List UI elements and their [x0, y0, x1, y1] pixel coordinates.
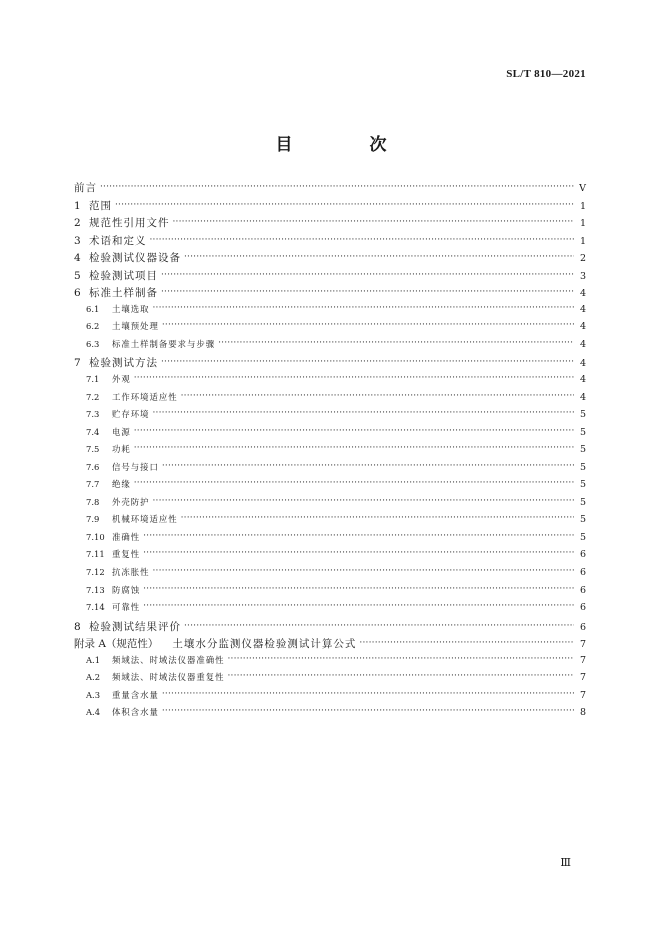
- toc-leader-dots: [153, 407, 575, 418]
- toc-entry-label: 标准土样制备要求与步骤: [112, 338, 216, 349]
- toc-entry-number: 7.7: [86, 479, 100, 490]
- toc-entry-number: 7.8: [86, 496, 100, 507]
- toc-entry-page: 5: [579, 461, 586, 473]
- toc-entry-number: 1: [74, 199, 81, 212]
- toc-entry-label: 外壳防护: [112, 496, 150, 507]
- toc-entry-page: 5: [579, 479, 586, 491]
- toc-leader-dots: [162, 688, 574, 699]
- toc-entry-label: 重复性: [112, 549, 141, 560]
- toc-entry-label: 外观: [112, 374, 131, 385]
- toc-entry-page: 5: [579, 514, 586, 526]
- toc-entry-7-1[interactable]: [74, 373, 586, 391]
- toc-entry-7-3[interactable]: [74, 408, 586, 426]
- toc-entry-2[interactable]: [74, 215, 586, 233]
- toc-entry-7[interactable]: [74, 355, 586, 373]
- toc-leader-dots: [134, 477, 574, 488]
- toc-leader-dots: [162, 460, 574, 471]
- toc-entry-page: 6: [579, 549, 586, 561]
- toc-leader-dots: [162, 319, 574, 330]
- toc-entry-5[interactable]: [74, 268, 586, 286]
- toc-entry-number: 6: [74, 287, 81, 300]
- toc-entry-page: 4: [579, 288, 586, 300]
- toc-entry-page: 5: [579, 496, 586, 508]
- toc-entry-number: 2: [74, 217, 81, 230]
- toc-entry-number: A.4: [86, 707, 101, 718]
- toc-entry-number: A.2: [86, 672, 101, 683]
- toc-entry-label: 频域法、时域法仪器重复性: [112, 672, 225, 683]
- toc-entry-page: 6: [579, 567, 586, 579]
- toc-entry-page: 7: [579, 689, 586, 701]
- toc-entry-page: 4: [579, 391, 586, 403]
- toc-entry-number: 7.9: [86, 514, 100, 525]
- toc-entry-7-6[interactable]: [74, 461, 586, 479]
- toc-entry-label: 检验测试方法: [89, 357, 158, 370]
- toc-entry-6-1[interactable]: [74, 303, 586, 321]
- toc-entry-7-8[interactable]: [74, 496, 586, 514]
- toc-leader-dots: [161, 285, 574, 297]
- toc-leader-dots: [162, 705, 574, 716]
- toc-leader-dots: [184, 619, 574, 631]
- toc-entry-8[interactable]: [74, 619, 586, 637]
- toc-entry-page: 5: [579, 426, 586, 438]
- toc-leader-dots: [161, 355, 574, 367]
- toc-entry-7-10[interactable]: [74, 531, 586, 549]
- toc-entry-page: 4: [579, 338, 586, 350]
- toc-entry-page: 7: [579, 672, 586, 684]
- toc-leader-dots: [153, 495, 575, 506]
- toc-leader-dots: [150, 233, 575, 245]
- toc-entry-page: 1: [579, 235, 586, 247]
- toc-leader-dots: [143, 583, 574, 594]
- toc-entry-page: 8: [579, 707, 586, 719]
- toc-entry-appendix-a[interactable]: [74, 636, 586, 654]
- toc-entry-label: 规范性引用文件: [89, 217, 170, 230]
- toc-entry-7-12[interactable]: [74, 566, 586, 584]
- toc-entry-number: 7.5: [86, 444, 100, 455]
- toc-entry-label: 频域法、时域法仪器准确性: [112, 654, 225, 665]
- toc-leader-dots: [181, 512, 574, 523]
- toc-entry-number: 6.1: [86, 303, 100, 314]
- toc-entry-7-14[interactable]: [74, 601, 586, 619]
- toc-entry-number: 7.4: [86, 426, 100, 437]
- toc-entry-label: 检验测试结果评价: [89, 620, 181, 633]
- toc-entry-page: 4: [579, 321, 586, 333]
- toc-leader-dots: [181, 390, 574, 401]
- toc-entry-label: 体积含水量: [112, 707, 159, 718]
- toc-leader-dots: [184, 250, 574, 262]
- toc-leader-dots: [228, 670, 575, 681]
- toc-entry-7-2[interactable]: [74, 391, 586, 409]
- toc-entry-label: 抗冻胀性: [112, 567, 150, 578]
- toc-entry-label: 贮存环境: [112, 409, 150, 420]
- toc-leader-dots: [134, 372, 574, 383]
- toc-entry-a-2[interactable]: [74, 671, 586, 689]
- toc-entry-page: 3: [579, 270, 586, 282]
- toc-entry-number: 7.3: [86, 409, 100, 420]
- toc-entry-7-5[interactable]: [74, 443, 586, 461]
- toc-entry-7-13[interactable]: [74, 584, 586, 602]
- toc-entry-page: 1: [579, 200, 586, 212]
- toc-entry-label: 功耗: [112, 444, 131, 455]
- toc-entry-label: 准确性: [112, 531, 141, 542]
- toc-leader-dots: [218, 337, 574, 348]
- toc-entry-label: 信号与接口: [112, 461, 159, 472]
- toc-title: 目 次: [275, 135, 417, 155]
- toc-entry-a-1[interactable]: [74, 654, 586, 672]
- toc-entry-label: 土壤预处理: [112, 321, 159, 332]
- toc-entry-label: 标准土样制备: [89, 287, 158, 300]
- toc-entry-label: 土壤选取: [112, 303, 150, 314]
- toc-entry-6-2[interactable]: [74, 320, 586, 338]
- toc-entry-page: 4: [579, 358, 586, 370]
- toc-entry-label: 防腐蚀: [112, 584, 141, 595]
- toc-entry-page: 5: [579, 531, 586, 543]
- toc-entry-label: 可靠性: [112, 602, 141, 613]
- toc-entry-label: 重量含水量: [112, 689, 159, 700]
- toc-entry-7-7[interactable]: [74, 478, 586, 496]
- toc-entry-4[interactable]: [74, 250, 586, 268]
- toc-leader-dots: [100, 180, 574, 192]
- toc-entry-preface[interactable]: [74, 180, 586, 198]
- toc-entry-6[interactable]: [74, 285, 586, 303]
- toc-entry-number: 6.2: [86, 321, 100, 332]
- toc-entry-a-4[interactable]: [74, 706, 586, 724]
- toc-entry-number: 3: [74, 234, 81, 247]
- toc-entry-number: 7.12: [86, 567, 105, 578]
- toc-entry-page: 4: [579, 303, 586, 315]
- toc-leader-dots: [161, 268, 574, 280]
- toc-entry-page: 4: [579, 374, 586, 386]
- toc-leader-dots: [134, 442, 574, 453]
- toc-entry-label: 电源: [112, 426, 131, 437]
- toc-entry-a-3[interactable]: [74, 689, 586, 707]
- toc-entry-number: 附录 A（规范性）: [74, 638, 159, 651]
- toc-entry-page: 7: [579, 639, 586, 651]
- toc-leader-dots: [143, 530, 574, 541]
- toc-leader-dots: [228, 653, 575, 664]
- table-of-contents: [74, 180, 586, 724]
- toc-entry-label: 前言: [74, 182, 97, 194]
- toc-entry-label: 范围: [89, 199, 112, 212]
- toc-entry-number: 7.1: [86, 374, 100, 385]
- toc-entry-number: 7.11: [86, 549, 105, 560]
- page-number: Ⅲ: [560, 856, 571, 869]
- toc-entry-number: 7.13: [86, 584, 105, 595]
- toc-entry-number: 7.6: [86, 461, 100, 472]
- toc-entry-page: 6: [579, 584, 586, 596]
- toc-leader-dots: [143, 600, 574, 611]
- toc-entry-number: 4: [74, 252, 81, 265]
- toc-entry-page: 5: [579, 409, 586, 421]
- toc-entry-6-3[interactable]: [74, 338, 586, 356]
- toc-entry-number: 5: [74, 269, 81, 282]
- standard-code: SL/T 810—2021: [506, 68, 586, 80]
- toc-entry-label: 机械环境适应性: [112, 514, 178, 525]
- toc-entry-number: 7.14: [86, 602, 105, 613]
- toc-entry-label: 检验测试仪器设备: [89, 252, 181, 265]
- toc-entry-page: 1: [579, 218, 586, 230]
- toc-entry-page: 5: [579, 444, 586, 456]
- toc-entry-page: 6: [579, 621, 586, 633]
- toc-entry-7-4[interactable]: [74, 426, 586, 444]
- toc-entry-page: Ⅴ: [579, 183, 586, 194]
- toc-entry-label: 检验测试项目: [89, 269, 158, 282]
- toc-leader-dots: [143, 547, 574, 558]
- toc-entry-label: 土壤水分监测仪器检验测试计算公式: [172, 638, 357, 651]
- toc-entry-3[interactable]: [74, 233, 586, 251]
- toc-entry-number: 7.10: [86, 531, 105, 542]
- toc-entry-page: 2: [579, 253, 586, 265]
- toc-entry-label: 术语和定义: [89, 234, 147, 247]
- toc-entry-label: 绝缘: [112, 479, 131, 490]
- toc-leader-dots: [173, 215, 575, 227]
- toc-entry-number: 7.2: [86, 391, 100, 402]
- toc-leader-dots: [134, 425, 574, 436]
- toc-leader-dots: [153, 565, 575, 576]
- toc-entry-page: 6: [579, 602, 586, 614]
- toc-entry-page: 7: [579, 654, 586, 666]
- toc-entry-number: 6.3: [86, 338, 100, 349]
- toc-entry-number: A.3: [86, 689, 101, 700]
- toc-entry-label: 工作环境适应性: [112, 391, 178, 402]
- toc-leader-dots: [115, 198, 574, 210]
- toc-leader-dots: [153, 302, 575, 313]
- toc-entry-1[interactable]: [74, 198, 586, 216]
- toc-entry-number: 7: [74, 357, 81, 370]
- toc-entry-number: A.1: [86, 654, 101, 665]
- toc-leader-dots: [359, 636, 574, 648]
- toc-entry-7-11[interactable]: [74, 548, 586, 566]
- toc-entry-7-9[interactable]: [74, 513, 586, 531]
- toc-entry-number: 8: [74, 620, 81, 633]
